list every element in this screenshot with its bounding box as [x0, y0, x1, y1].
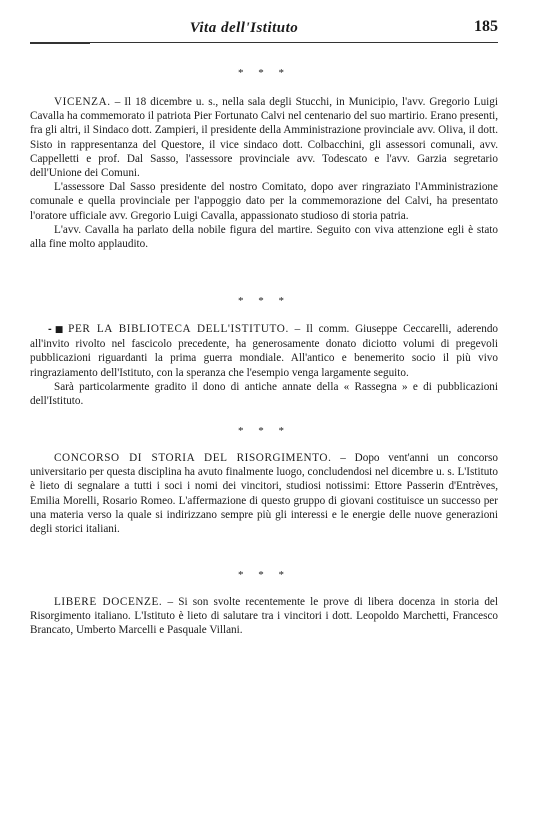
- running-title: Vita dell'Istituto: [189, 20, 299, 36]
- paragraph: L'assessore Dal Sasso presidente del nostro Comitato, dopo aver ringraziato l'Amministrazione comunale e quella provinciale per l'appoggio dato per la commemorazione del Calvi, ha presentato l'oratore ufficiale avv. Gregorio Luigi Cavalla, appassionato studioso di storia patria.: [30, 181, 498, 222]
- section-heading: CONCORSO DI STORIA DEL RISORGIMENTO.: [54, 452, 332, 464]
- paragraph: Sarà particolarmente gradito il dono di antiche annate della « Rassegna » e di pubblicazioni dell'Istituto.: [30, 380, 498, 408]
- header-rule: [30, 42, 498, 43]
- section-concorso: [30, 451, 498, 536]
- paragraph-text: – Il comm. Giuseppe Ceccarelli, aderendo all'invito rivolto nel fascicolo precedente, ha generosamente donato diciotto volumi di pregevoli pubblicazioni riguardanti la prima guerra mondiale. All'antico e benemerito socio il più vivo ringraziamento dell'Istituto, con la speranza che l'esempio venga largamente seguito.: [30, 323, 499, 379]
- section-heading: PER LA BIBLIOTECA DELL'ISTITUTO.: [68, 323, 289, 335]
- section-divider: * * *: [238, 425, 290, 437]
- stray-mark: -■: [48, 325, 67, 335]
- section-docenze: [30, 595, 498, 638]
- paragraph-text: – Dopo vent'anni un concorso universitario per questa disciplina ha avuto finalmente luogo, concludendosi nel dicembre u. s. L'Istituto è lieto di segnalare a tutti i soci i nomi dei vincitori, studiosi notissimi: Ettore Passerin d'Entrèves, Emilia Morelli, Rosario Romeo. L'affermazione di questo gruppo di giovani costituisce un successo per una materia verso la quale si indirizzano sempre più gli interessi e le energie delle nuove generazioni degli storici italiani.: [30, 452, 498, 536]
- section-biblioteca: [30, 322, 498, 408]
- section-divider: * * *: [238, 569, 290, 581]
- paragraph-text: – Il 18 dicembre u. s., nella sala degli Stucchi, in Municipio, l'avv. Gregorio Luigi Cavalla ha commemorato il patriota Pier Fortunato Calvi nel centenario del suo martirio. Erano presenti, fra gli altri, il Sindaco dott. Zampieri, il presidente della Amministrazione provinciale avv. Oliva, il dott. Sisto in rappresentanza del Questore, il vice sindaco dott. Colbacchini, gli assessori comunali, avv. Cappelletti e prof. Dal Sasso, l'assessore provinciale avv. Todescato e l'avv. Garzia segretario dell'Unione dei Comuni.: [30, 96, 498, 180]
- header-rule-accent: [30, 42, 90, 44]
- page-header: [30, 14, 498, 38]
- paragraph: [30, 95, 498, 180]
- paragraph: [30, 451, 498, 536]
- section-heading: LIBERE DOCENZE.: [54, 596, 163, 608]
- section-heading: VICENZA.: [54, 96, 111, 108]
- paragraph-text: – Si son svolte recentemente le prove di libera docenza in storia del Risorgimento italiano. L'Istituto è lieto di salutare tra i vincitori i dott. Leopoldo Marchetti, Francesco Brancato, Umberto Marcelli e Pasquale Villani.: [30, 596, 498, 637]
- page-number: 185: [474, 18, 498, 35]
- section-divider: * * *: [238, 67, 290, 79]
- paragraph: L'avv. Cavalla ha parlato della nobile figura del martire. Seguito con viva attenzione egli è stato alla fine molto applaudito.: [30, 223, 498, 251]
- section-vicenza: [30, 95, 498, 251]
- paragraph: [30, 595, 498, 638]
- paragraph: [30, 322, 498, 380]
- section-divider: * * *: [238, 295, 290, 307]
